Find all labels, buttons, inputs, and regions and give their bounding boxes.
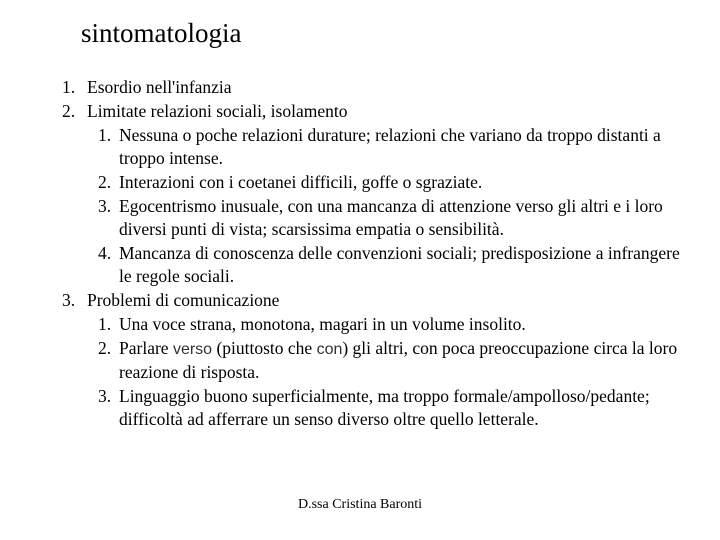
- footer-author: D.ssa Cristina Baronti: [298, 497, 423, 512]
- sub-list-number: 2.: [98, 338, 112, 358]
- sub-list-item: [0, 124, 720, 170]
- sub-list-item: [0, 242, 720, 288]
- sub-list-item: [0, 313, 720, 336]
- slide-title: sintomatologia: [81, 18, 242, 48]
- list-number: 1.: [62, 77, 76, 97]
- list-number: 2.: [62, 101, 76, 121]
- list-item-text: Limitate relazioni sociali, isolamento: [87, 101, 348, 121]
- list-number: 3.: [62, 290, 76, 310]
- sub-list-item-text: Una voce strana, monotona, magari in un volume insolito.: [119, 314, 526, 334]
- sub-list-item-text: Interazioni con i coetanei difficili, goffe o sgraziate.: [119, 172, 483, 192]
- list-item: [0, 76, 720, 99]
- list-item: [0, 289, 720, 312]
- sub-list-number: 1.: [98, 125, 112, 145]
- sub-list-item-text: Mancanza di conoscenza delle convenzioni sociali; predisposizione a infrangere le regole sociali.: [119, 243, 680, 286]
- sub-list-number: 3.: [98, 386, 112, 406]
- sub-list-item: [0, 195, 720, 241]
- sub-list-item: [0, 385, 720, 431]
- sub-list-item: [0, 337, 720, 384]
- symptom-list: [0, 76, 720, 431]
- sub-list-item-text: Parlare verso (piuttosto che con) gli altri, con poca preoccupazione circa la loro reazione di risposta.: [119, 338, 678, 382]
- sub-list-number: 2.: [98, 172, 112, 192]
- sub-list-number: 4.: [98, 243, 112, 263]
- list-item-text: Esordio nell'infanzia: [87, 77, 232, 97]
- list-item-text: Problemi di comunicazione: [87, 290, 280, 310]
- emphasis-con: con: [316, 341, 343, 358]
- sub-list-number: 1.: [98, 314, 112, 334]
- sub-list-item-text: Nessuna o poche relazioni durature; relazioni che variano da troppo distanti a troppo intense.: [119, 125, 661, 168]
- sub-list-item-text: Egocentrismo inusuale, con una mancanza di attenzione verso gli altri e i loro diversi punti di vista; scarsissima empatia o sensibilità.: [119, 196, 663, 239]
- sub-list-item-text: Linguaggio buono superficialmente, ma troppo formale/ampolloso/pedante; difficoltà ad afferrare un senso diverso oltre quello letterale.: [119, 386, 650, 429]
- emphasis-verso: verso: [172, 341, 213, 358]
- list-item: [0, 100, 720, 123]
- sub-list-item: [0, 171, 720, 194]
- sub-list-number: 3.: [98, 196, 112, 216]
